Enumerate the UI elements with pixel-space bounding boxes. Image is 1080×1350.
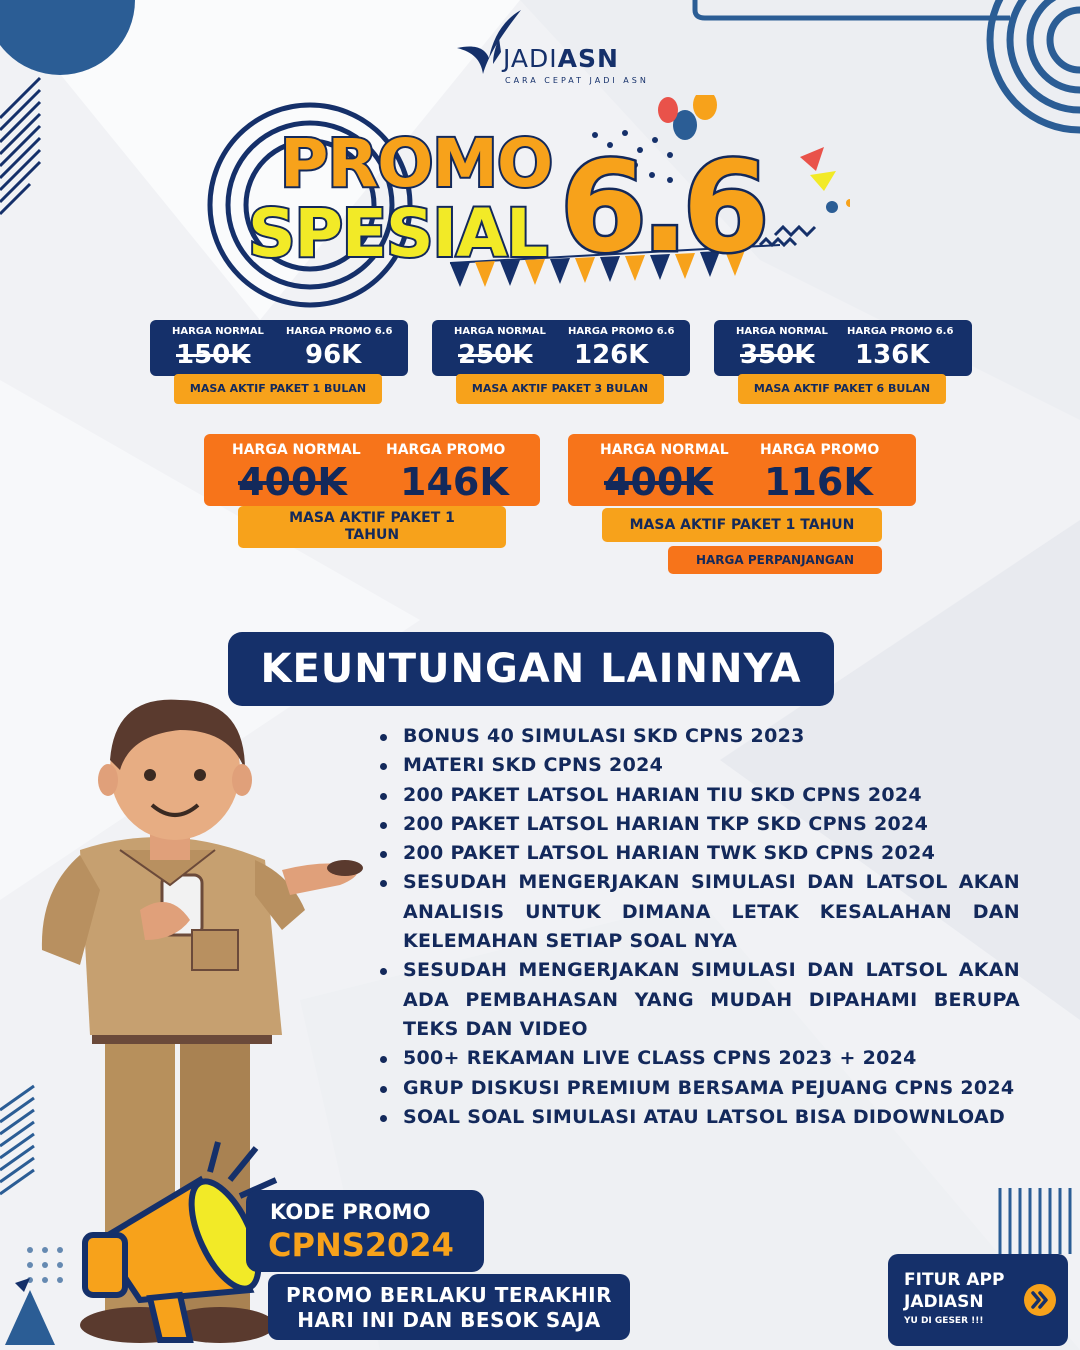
package-duration-line-2: TAHUN [344,527,400,543]
promo-price-label: HARGA PROMO 6.6 [847,326,954,337]
renewal-note: HARGA PERPANJANGAN [668,546,882,574]
package-price-panel [150,320,408,376]
normal-price: 350K [740,340,815,370]
normal-price-label: HARGA NORMAL [454,326,546,337]
brand-tagline: CARA CEPAT JADI ASN [505,76,649,85]
brand-name-bold: ASN [557,44,619,73]
title-line-2: SPESIAL [248,195,548,272]
promo-validity-box [268,1274,630,1340]
promo-code-value[interactable]: CPNS2024 [268,1226,454,1264]
promo-price-label: HARGA PROMO [760,442,880,458]
package-price-panel [568,434,916,506]
benefit-item: 200 PAKET LATSOL HARIAN TKP SKD CPNS 2024 [378,810,1020,839]
promo-validity-line-1: PROMO BERLAKU TERAKHIR [285,1283,613,1307]
benefits-heading: KEUNTUNGAN LAINNYA [228,632,834,706]
package-price-panel [432,320,690,376]
promo-price: 126K [574,340,649,370]
benefit-item: SESUDAH MENGERJAKAN SIMULASI DAN LATSOL AKAN ADA PEMBAHASAN YANG MUDAH DIPAHAMI BERUPA TEKS DAN VIDEO [378,956,1020,1044]
promo-title [200,95,850,315]
package-price-panel [204,434,540,506]
brand-name [503,44,619,73]
normal-price-label: HARGA NORMAL [600,442,729,458]
promo-price-label: HARGA PROMO [386,442,506,458]
benefit-item: SESUDAH MENGERJAKAN SIMULASI DAN LATSOL AKAN ANALISIS UNTUK DIMANA LETAK KESALAHAN DAN KELEMAHAN SETIAP SOAL NYA [378,868,1020,956]
double-chevron-right-icon[interactable] [1024,1284,1056,1316]
normal-price-label: HARGA NORMAL [172,326,264,337]
benefit-item: SOAL SOAL SIMULASI ATAU LATSOL BISA DIDOWNLOAD [378,1103,1020,1132]
package-duration [238,506,506,548]
package-duration: MASA AKTIF PAKET 1 BULAN [174,374,382,404]
app-button-hint: YU DI GESER !!! [904,1316,984,1326]
promo-price: 116K [764,460,873,504]
package-card-1-bulan [150,320,408,406]
package-price-panel [714,320,972,376]
package-card-perpanjangan [568,434,916,576]
brand-logo [455,8,649,88]
benefit-item: 200 PAKET LATSOL HARIAN TWK SKD CPNS 2024 [378,839,1020,868]
normal-price: 150K [176,340,251,370]
package-card-6-bulan [714,320,972,406]
benefit-item: 500+ REKAMAN LIVE CLASS CPNS 2023 + 2024 [378,1044,1020,1073]
package-duration: MASA AKTIF PAKET 6 BULAN [738,374,946,404]
promo-price: 136K [855,340,930,370]
normal-price-label: HARGA NORMAL [736,326,828,337]
brand-name-light: JADI [503,44,558,73]
promo-price-label: HARGA PROMO 6.6 [568,326,675,337]
title-number: 6.6 [560,135,764,280]
normal-price: 400K [238,460,347,504]
package-duration: MASA AKTIF PAKET 3 BULAN [456,374,664,404]
app-button-line-1: FITUR APP [904,1270,1005,1290]
title-line-1: PROMO [280,125,553,202]
promo-price-label: HARGA PROMO 6.6 [286,326,393,337]
package-duration: MASA AKTIF PAKET 1 TAHUN [602,508,882,542]
promo-code-label: KODE PROMO [270,1200,431,1224]
promo-price: 146K [400,460,509,504]
promo-price: 96K [305,340,362,370]
package-card-1-tahun [204,434,540,550]
benefits-list [378,722,1020,1132]
promo-code-box [246,1190,484,1272]
package-duration-line-1: MASA AKTIF PAKET 1 [289,510,455,526]
benefit-item: 200 PAKET LATSOL HARIAN TIU SKD CPNS 2024 [378,781,1020,810]
app-button-line-2: JADIASN [904,1292,984,1312]
benefit-item: GRUP DISKUSI PREMIUM BERSAMA PEJUANG CPNS 2024 [378,1074,1020,1103]
benefit-item: BONUS 40 SIMULASI SKD CPNS 2023 [378,722,1020,751]
normal-price-label: HARGA NORMAL [232,442,361,458]
normal-price: 250K [458,340,533,370]
normal-price: 400K [604,460,713,504]
benefit-item: MATERI SKD CPNS 2024 [378,751,1020,780]
package-card-3-bulan [432,320,690,406]
app-feature-button[interactable] [888,1254,1068,1346]
promo-validity-line-2: HARI INI DAN BESOK SAJA [297,1308,601,1332]
